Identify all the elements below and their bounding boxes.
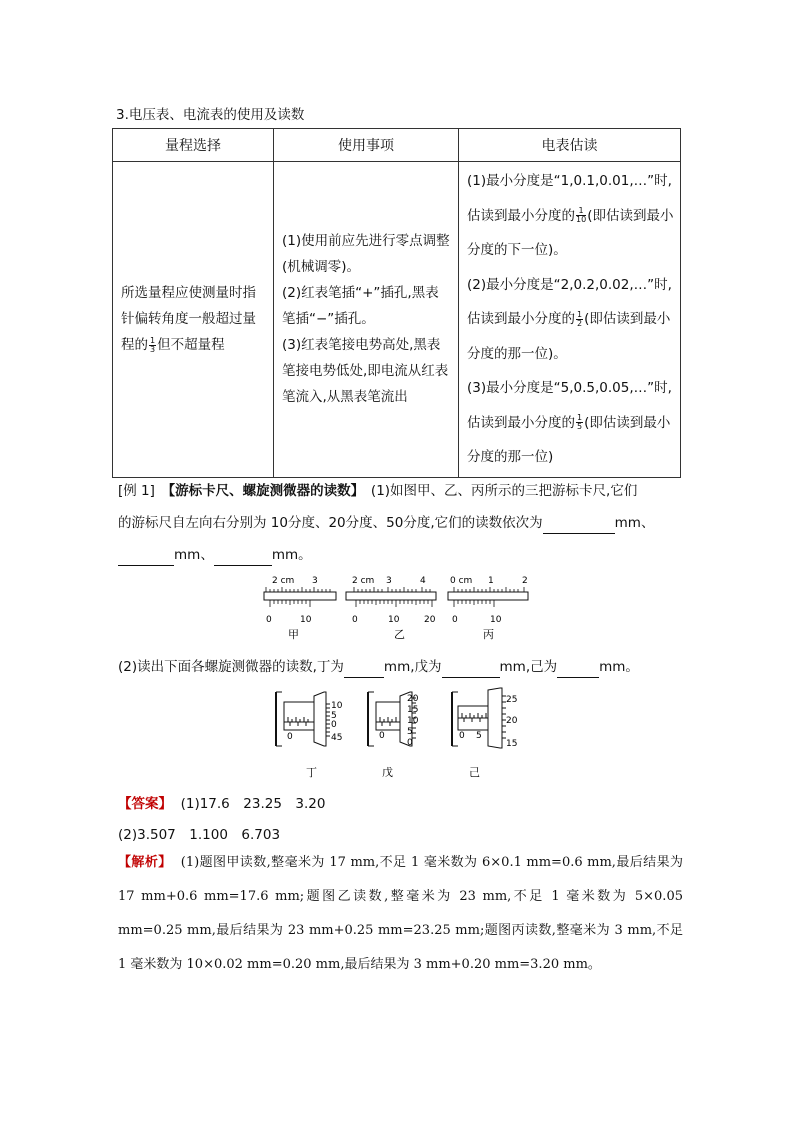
caliper-jia (264, 576, 336, 641)
usage-item: (3)红表笔接电势高处,黑表笔接电势低处,即电流从红表笔流入,从黑表笔流出 (282, 337, 449, 406)
answer-line-1 (118, 792, 325, 812)
estimate-text: (3)最小分度是“5,0.5,0.05,…”时,估读到最小分度的 (467, 380, 672, 431)
estimate-cell (459, 162, 681, 478)
main-scale-label: 0 cm (450, 576, 473, 586)
header-estimate: 电表估读 (459, 129, 681, 162)
fraction-den: 10 (576, 215, 587, 224)
thimble-label: 10 (407, 716, 419, 726)
thimble-label: 0 (331, 720, 337, 730)
unit-label: mm (271, 547, 299, 563)
fraction-den: 3 (150, 344, 156, 354)
micrometer-name: 戊 (382, 766, 393, 779)
answer-blank[interactable] (214, 545, 272, 566)
thimble-label: 10 (331, 701, 343, 711)
main-scale-label: 3 (312, 576, 318, 586)
answer-blank[interactable] (344, 657, 384, 678)
range-text: 所选量程应使测量时指针偏转角度一般超过量程的 (121, 285, 256, 354)
thimble-label: 15 (407, 705, 419, 715)
question-text: mm,戊为 (383, 659, 442, 675)
separator: 、 (640, 515, 655, 531)
estimate-fraction (576, 414, 583, 431)
question-2-line (118, 657, 639, 678)
unit-label: mm (614, 515, 641, 531)
fraction-den: 5 (577, 422, 583, 431)
thimble-label: 25 (506, 695, 518, 705)
main-scale-label: 4 (420, 576, 426, 586)
vernier-scale-label: 10 (300, 615, 312, 625)
vernier-caliper-figure (250, 570, 550, 650)
main-scale (264, 592, 336, 600)
estimate-text-end: (即估读到最小分度的那一位)。 (467, 311, 671, 362)
vernier-scale-label: 10 (490, 615, 502, 625)
vernier-ticks (356, 600, 432, 607)
estimate-item (467, 164, 676, 268)
answer-text: (2)3.507 1.100 6.703 (118, 827, 281, 843)
section-title: 3.电压表、电流表的使用及读数 (116, 107, 305, 123)
vernier-scale-label: 0 (452, 615, 458, 625)
example-line-1 (118, 481, 637, 501)
vernier-scale-label: 20 (424, 615, 436, 625)
answer-blank[interactable] (543, 513, 615, 534)
range-fraction (149, 337, 156, 354)
answer-text: (1)17.6 23.25 3.20 (180, 796, 326, 812)
estimate-text: (1)最小分度是“1,0.1,0.01,…”时,估读到最小分度的 (467, 173, 672, 224)
fraction-num: 1 (150, 335, 156, 345)
thimble-label: 20 (407, 694, 419, 704)
estimate-item (467, 371, 676, 475)
caliper-name: 丙 (483, 628, 494, 641)
main-scale (448, 592, 528, 600)
usage-cell (274, 162, 459, 478)
fraction-num: 1 (577, 413, 583, 422)
example-heading: 【游标卡尺、螺旋测微器的读数】 (168, 483, 358, 499)
micrometer-name: 己 (469, 766, 480, 779)
thimble-label: 20 (506, 716, 518, 726)
answer-tag: 【答案】 (118, 796, 172, 812)
caliper-name: 甲 (288, 628, 299, 641)
question-text: (2)读出下面各螺旋测微器的读数,丁为 (118, 659, 344, 675)
sleeve-label: 0 (379, 731, 385, 741)
sleeve-label: 0 (459, 731, 465, 741)
vernier-scale-label: 0 (352, 615, 358, 625)
header-range: 量程选择 (113, 129, 274, 162)
main-scale-label: 2 cm (272, 576, 295, 586)
micrometer-name: 丁 (306, 766, 317, 779)
table-body-row (113, 162, 681, 478)
answer-blank[interactable] (118, 545, 174, 566)
example-question-text: (1)如图甲、乙、丙所示的三把游标卡尺,它们 (370, 483, 638, 499)
separator: 、 (200, 547, 214, 563)
thimble-label: 0 (407, 738, 413, 748)
main-scale-label: 3 (386, 576, 392, 586)
fraction-num: 1 (577, 309, 583, 319)
analysis-paragraph (118, 846, 683, 982)
sleeve-label: 5 (476, 731, 482, 741)
thimble-label: 45 (331, 733, 343, 743)
answer-blank[interactable] (442, 657, 500, 678)
main-ticks (266, 587, 330, 592)
micrometer-figure (270, 686, 530, 784)
analysis-text: (1)题图甲读数,整毫米为 17 mm,不足 1 毫米数为 6×0.1 mm=0.6 mm,最后结果为 17 mm+0.6 mm=17.6 mm;题图乙读数,整毫米为 23 mm,不足 1 毫米数为 5×0.05 mm=0.25 mm,最后结果为 23 mm+0.25 mm=23.25 mm;题图丙读数,整毫米为 3 mm,不足 1 毫米数为 10×0.02 mm=0.20 mm,最后结果为 3 mm+0.20 mm=3.20 mm。 (118, 855, 683, 972)
usage-item: (1)使用前应先进行零点调整(机械调零)。 (282, 233, 450, 276)
main-scale-label: 1 (488, 576, 494, 586)
main-scale (346, 592, 436, 600)
vernier-ticks (270, 600, 310, 607)
caliper-bing (448, 576, 528, 641)
thimble-label: 5 (407, 727, 413, 737)
micrometer-ding (276, 692, 330, 746)
range-text-end: 但不超量程 (157, 337, 225, 354)
example-label: [例 1] (118, 483, 155, 499)
answer-blank[interactable] (557, 657, 599, 678)
vernier-scale-label: 10 (388, 615, 400, 625)
vernier-scale-label: 0 (266, 615, 272, 625)
question-text: mm,己为 (499, 659, 558, 675)
header-usage: 使用事项 (274, 129, 459, 162)
table-header-row (113, 129, 681, 162)
thimble-label: 15 (506, 739, 518, 749)
question-text: mm。 (599, 659, 639, 675)
main-scale-label: 2 cm (352, 576, 375, 586)
estimate-item (467, 268, 676, 372)
estimate-text: (2)最小分度是“2,0.2,0.02,…”时,估读到最小分度的 (467, 276, 672, 327)
unit-label: mm (174, 547, 201, 563)
fraction-num: 1 (576, 207, 586, 216)
main-ticks (454, 587, 524, 592)
answer-line-2 (118, 823, 280, 843)
range-cell (113, 162, 274, 478)
vernier-ticks (454, 600, 494, 607)
separator: 。 (298, 547, 312, 563)
caliper-name: 乙 (394, 628, 405, 641)
main-ticks (354, 587, 430, 592)
example-line-3 (118, 545, 312, 566)
analysis-tag: 【解析】 (118, 855, 172, 870)
usage-item: (2)红表笔插“+”插孔,黑表笔插“−”插孔。 (282, 285, 439, 328)
estimate-text-end: (即估读到最小分度的下一位)。 (467, 207, 674, 258)
fraction-den: 2 (577, 318, 583, 328)
example-question-text: 的游标尺自左向右分别为 10分度、20分度、50分度,它们的读数依次为 (118, 515, 543, 531)
estimate-fraction (576, 207, 586, 224)
sleeve-label: 0 (287, 732, 293, 742)
estimate-fraction (576, 311, 583, 328)
example-line-2 (118, 513, 654, 534)
meter-usage-table (112, 128, 681, 478)
estimate-text-end: (即估读到最小分度的那一位) (467, 414, 671, 465)
thimble-label: 5 (331, 711, 337, 721)
caliper-yi (346, 576, 436, 641)
main-scale-label: 2 (522, 576, 528, 586)
